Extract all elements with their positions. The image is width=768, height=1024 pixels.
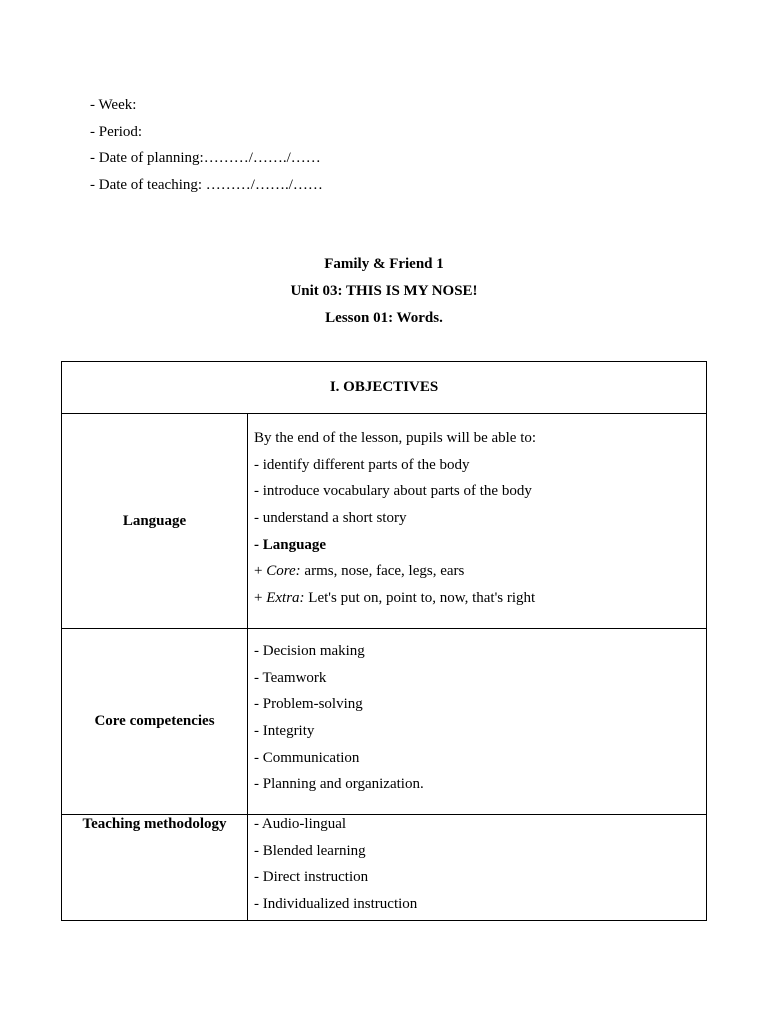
- language-row: [62, 414, 707, 629]
- methodology-item: - Direct instruction: [254, 869, 369, 886]
- week-field: - Week:: [90, 97, 137, 113]
- methodology-item: - Audio-lingual: [254, 816, 347, 832]
- methodology-item: - Blended learning: [254, 842, 366, 859]
- teaching-methodology-row: [62, 815, 707, 921]
- unit-title: Unit 03: THIS IS MY NOSE!: [290, 283, 478, 299]
- language-line: - introduce vocabulary about parts of the body: [254, 483, 532, 500]
- competency-item: - Integrity: [254, 723, 315, 740]
- core-competencies-content: [248, 629, 707, 815]
- date-of-planning-field: - Date of planning:………/……./……: [90, 150, 321, 167]
- language-line: By the end of the lesson, pupils will be able to:: [254, 430, 537, 446]
- competency-item: - Teamwork: [254, 669, 327, 686]
- methodology-item: - Individualized instruction: [254, 896, 418, 913]
- period-field: - Period:: [90, 123, 143, 140]
- extra-vocabulary: Let's put on, point to, now, that's right: [304, 590, 536, 607]
- teaching-methodology-label: [62, 815, 248, 921]
- document-title: [0, 251, 768, 332]
- date-of-teaching-field: - Date of teaching: ………/……./……: [90, 176, 323, 193]
- book-title: Family & Friend 1: [324, 256, 444, 272]
- core-label: Core:: [266, 563, 301, 580]
- core-vocabulary-line: [254, 558, 706, 585]
- competency-item: - Decision making: [254, 643, 365, 659]
- extra-vocabulary-line: [254, 585, 706, 612]
- language-label: Language: [62, 414, 248, 629]
- extra-label: Extra:: [266, 590, 305, 607]
- teaching-methodology-content: [248, 815, 707, 921]
- lesson-meta: [90, 92, 323, 198]
- competency-item: - Problem-solving: [254, 696, 363, 713]
- objectives-table: [61, 361, 707, 921]
- language-line: - understand a short story: [254, 510, 407, 527]
- language-content: [248, 414, 707, 629]
- competency-item: - Planning and organization.: [254, 776, 424, 793]
- lesson-title: Lesson 01: Words.: [325, 310, 443, 326]
- extra-prefix: +: [254, 590, 267, 607]
- core-vocabulary: arms, nose, face, legs, ears: [300, 563, 465, 580]
- language-line: - identify different parts of the body: [254, 456, 470, 473]
- core-prefix: +: [254, 563, 267, 580]
- objectives-heading: I. OBJECTIVES: [62, 362, 707, 414]
- language-subheading: - Language: [254, 536, 327, 553]
- core-competencies-label: Core competencies: [62, 629, 248, 815]
- competency-item: - Communication: [254, 749, 360, 766]
- core-competencies-row: [62, 629, 707, 815]
- teaching-methodology-label-text: Teaching methodology: [82, 816, 227, 832]
